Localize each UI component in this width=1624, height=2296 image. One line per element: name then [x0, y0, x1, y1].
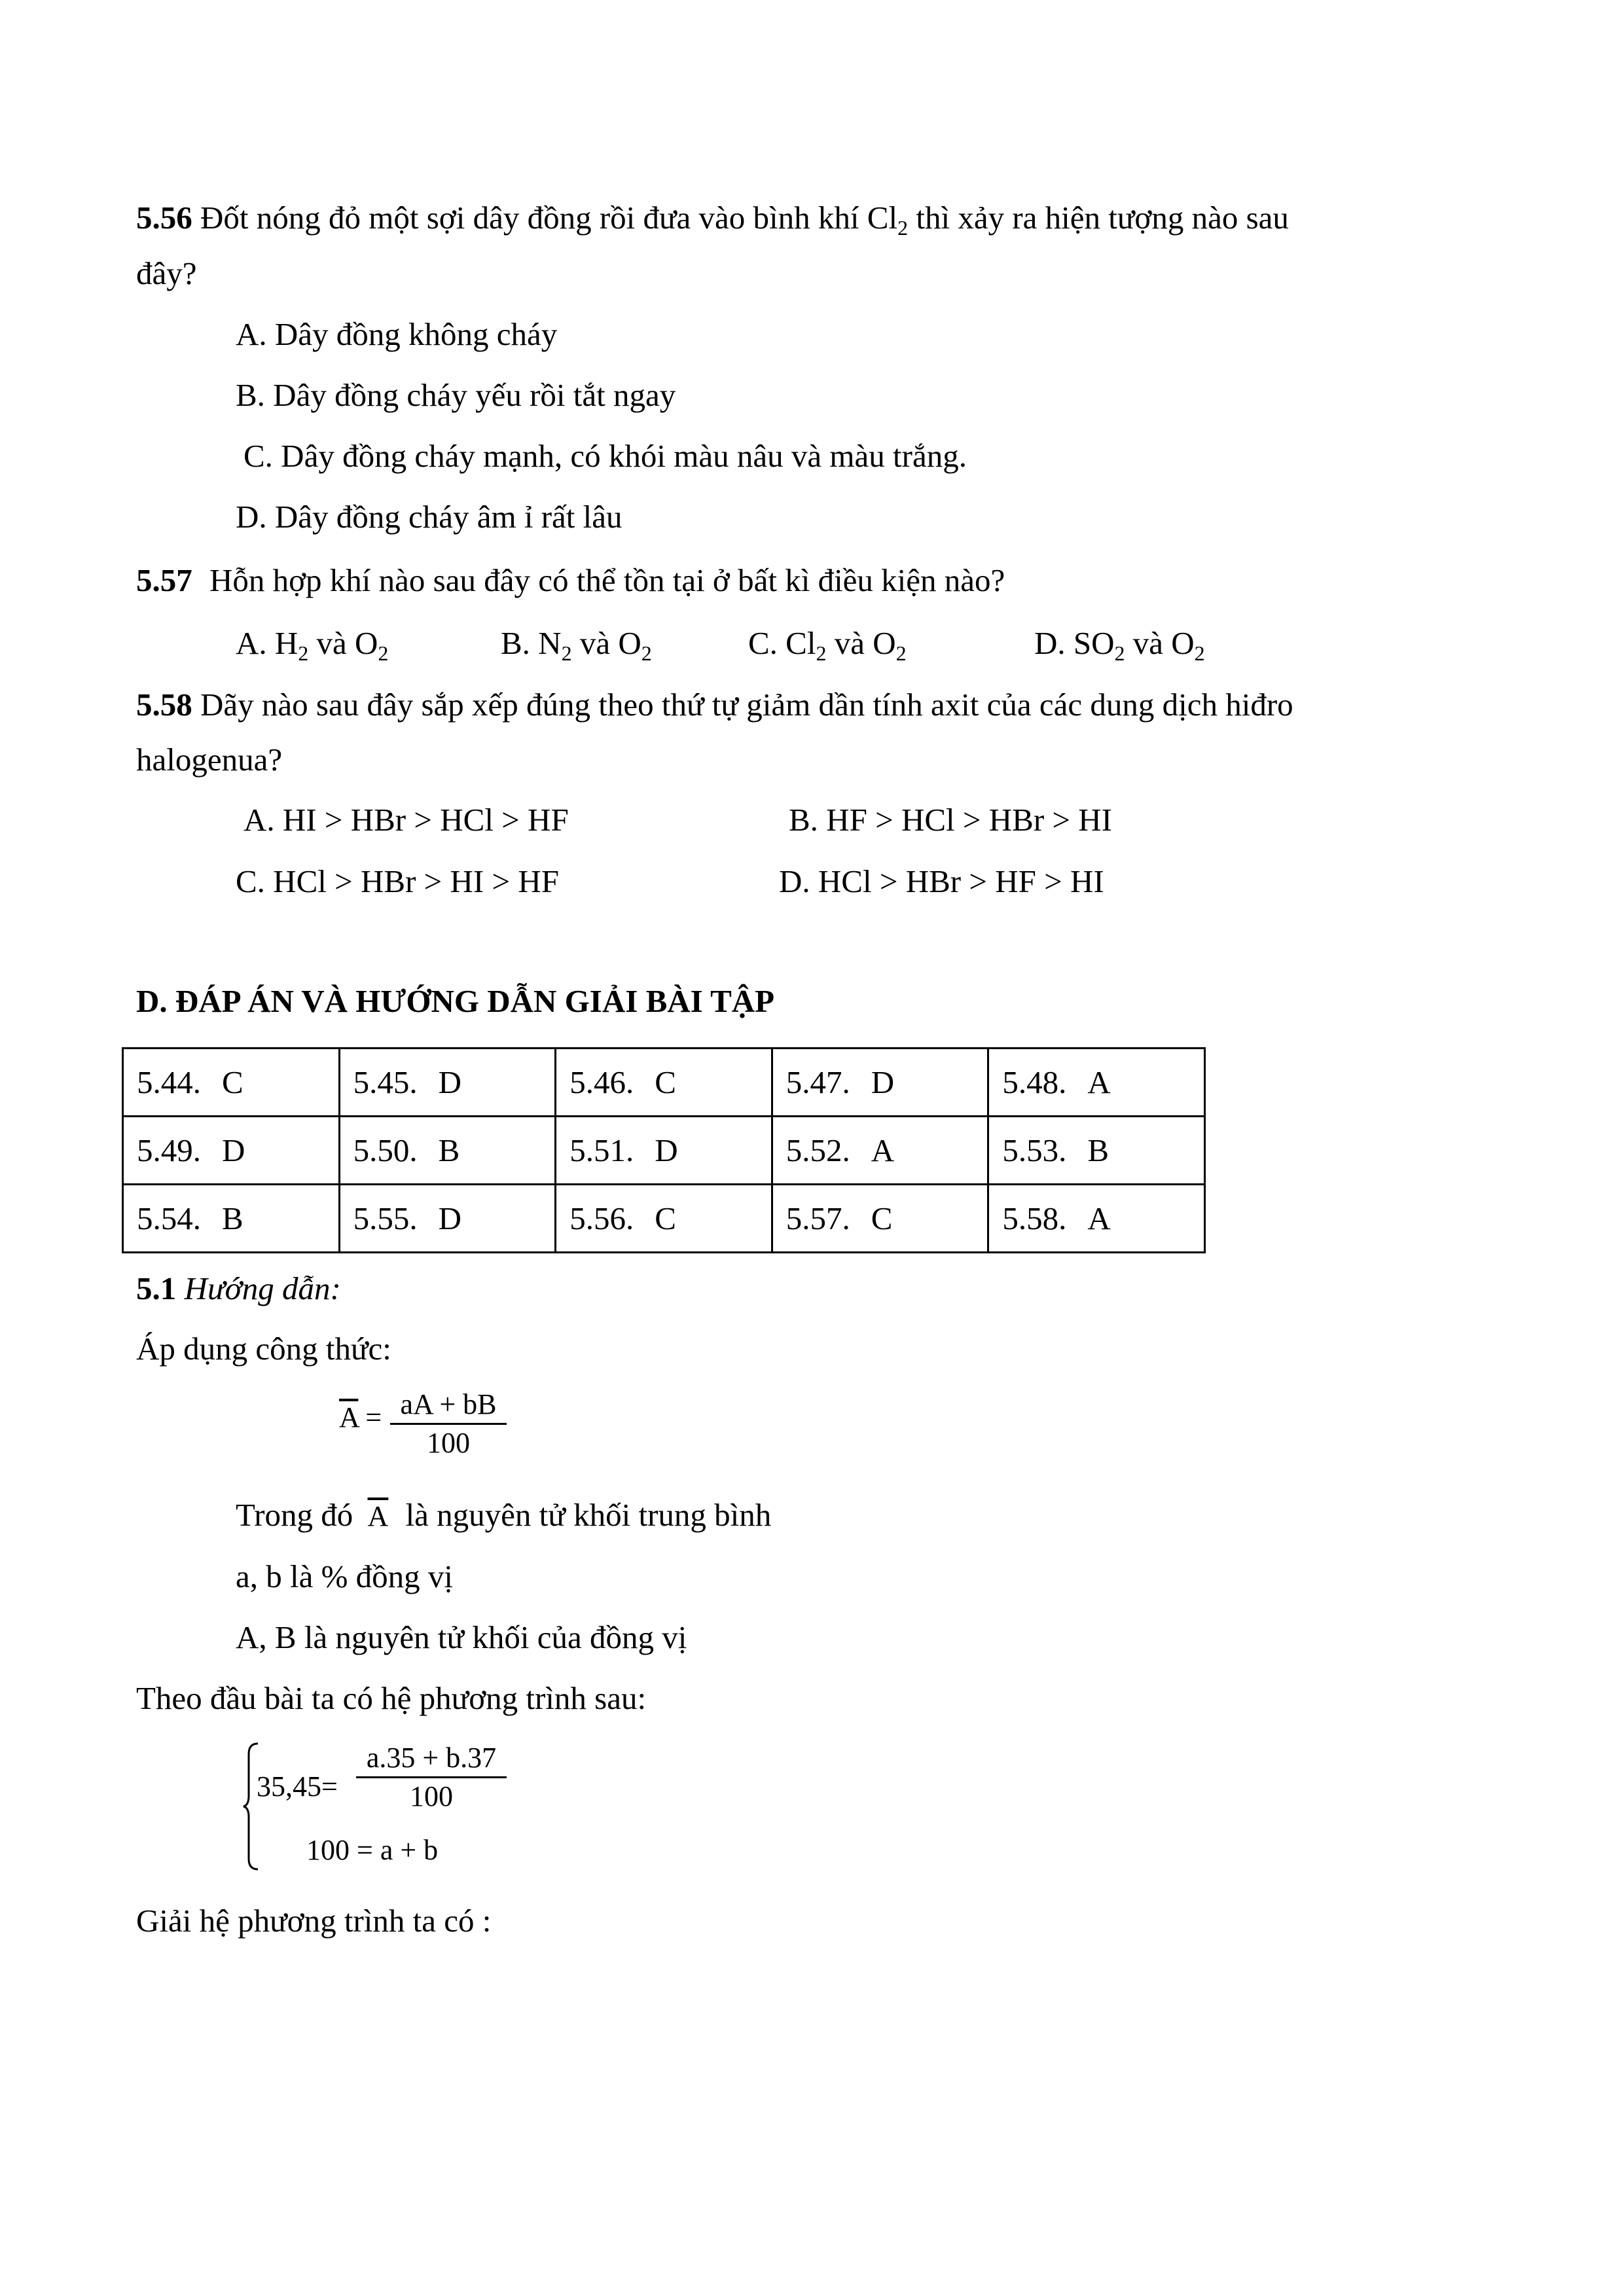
formula-lhs: [339, 1403, 382, 1432]
option-text: A. H: [236, 625, 298, 661]
subscript: 2: [897, 216, 909, 240]
answer-cell: [556, 1117, 772, 1185]
answer-cell: [988, 1049, 1205, 1117]
answer-cell: [123, 1185, 340, 1253]
option-text: C. Cl: [748, 625, 816, 661]
option-c: [748, 625, 907, 665]
option-text: và O: [308, 625, 378, 661]
answer-letter: C: [655, 1064, 676, 1100]
answer-letter: D: [655, 1132, 678, 1168]
answer-cell: [988, 1117, 1205, 1185]
subscript: 2: [298, 641, 309, 665]
answer-question-number: 5.57.: [785, 1200, 850, 1236]
def-ab: a, b là % đồng vị: [236, 1558, 454, 1594]
answer-question-number: 5.44.: [137, 1064, 201, 1100]
answer-question-number: 5.46.: [569, 1064, 634, 1100]
subscript: 2: [641, 641, 652, 665]
system-eq2: 100 = a + b: [306, 1834, 439, 1866]
answer-cell: [339, 1117, 556, 1185]
apply-formula-text: Áp dụng công thức:: [136, 1331, 391, 1367]
option-c: C. Dây đồng cháy mạnh, có khói màu nâu và màu trắng.: [244, 438, 967, 474]
formula-fraction: [390, 1390, 507, 1458]
subscript: 2: [816, 641, 827, 665]
question-number: 5.56: [136, 200, 192, 236]
option-text: và O: [571, 625, 641, 661]
option-text: và O: [826, 625, 896, 661]
guide-number: 5.1: [136, 1270, 177, 1306]
option-text: B. N: [501, 625, 562, 661]
answer-letter: A: [1087, 1064, 1111, 1100]
answer-question-number: 5.45.: [353, 1064, 418, 1100]
option-a: [236, 625, 389, 665]
denominator: 100: [410, 1780, 453, 1812]
question-5-57: [136, 564, 1005, 596]
numerator: a.35 + b.37: [366, 1742, 497, 1774]
system-eq1-lhs: [257, 1772, 338, 1801]
answer-row: [123, 1185, 1205, 1253]
option-b: [501, 625, 652, 665]
option-d: D. HCl > HBr > HF > HI: [779, 863, 1104, 899]
answer-row: [123, 1117, 1205, 1185]
answer-question-number: 5.51.: [569, 1132, 634, 1168]
answer-row: [123, 1049, 1205, 1117]
answer-letter: D: [871, 1064, 895, 1100]
question-text: Dãy nào sau đây sắp xếp đúng theo thứ tự giảm dần tính axit của các dung dịch hiđro: [200, 687, 1293, 723]
option-d: D. Dây đồng cháy âm ỉ rất lâu: [236, 499, 623, 535]
answer-letter: A: [1087, 1200, 1111, 1236]
def-AB: A, B là nguyên tử khối của đồng vị: [236, 1619, 687, 1655]
question-5-58-line2: halogenua?: [136, 742, 283, 778]
equals-sign: =: [365, 1401, 382, 1433]
question-text: Đốt nóng đỏ một sợi dây đồng rồi đưa vào bình khí Cl: [200, 200, 898, 236]
guide-heading: [136, 1272, 341, 1304]
option-b: B. Dây đồng cháy yếu rồi tắt ngay: [236, 377, 676, 413]
system-intro: Theo đầu bài ta có hệ phương trình sau:: [136, 1680, 647, 1716]
question-5-56-line2: đây?: [136, 255, 197, 291]
answer-cell: [772, 1117, 988, 1185]
option-text: và O: [1125, 625, 1195, 661]
question-5-56-line1: [136, 200, 1289, 240]
answer-question-number: 5.49.: [137, 1132, 201, 1168]
answer-letter: B: [1087, 1132, 1110, 1168]
answer-cell: [556, 1185, 772, 1253]
a-bar-symbol: $\overline{A}$: [339, 1401, 359, 1433]
option-text: D. SO: [1034, 625, 1115, 661]
subscript: 2: [378, 641, 389, 665]
answer-letter: D: [438, 1200, 461, 1236]
answer-letter: B: [222, 1200, 244, 1236]
answer-letter: C: [871, 1200, 893, 1236]
answer-question-number: 5.50.: [353, 1132, 418, 1168]
answer-cell: [339, 1185, 556, 1253]
option-b: B. HF > HCl > HBr > HI: [789, 802, 1112, 838]
answer-cell: [123, 1049, 340, 1117]
answer-cell: [772, 1185, 988, 1253]
subscript: 2: [561, 641, 572, 665]
answer-question-number: 5.47.: [785, 1064, 850, 1100]
option-a: A. HI > HBr > HCl > HF: [244, 802, 569, 838]
where-suffix: là nguyên tử khối trung bình: [405, 1497, 772, 1533]
section-title: D. ĐÁP ÁN VÀ HƯỚNG DẪN GIẢI BÀI TẬP: [136, 983, 775, 1019]
answer-question-number: 5.53.: [1002, 1132, 1067, 1168]
guide-label: Hướng dẫn:: [184, 1270, 341, 1306]
question-text: Hỗn hợp khí nào sau đây có thể tồn tại ở bất kì điều kiện nào?: [209, 562, 1005, 598]
answer-question-number: 5.56.: [569, 1200, 634, 1236]
answer-table: [122, 1047, 1206, 1253]
answer-cell: [339, 1049, 556, 1117]
answer-letter: B: [438, 1132, 460, 1168]
answer-cell: [123, 1117, 340, 1185]
answer-cell: [772, 1049, 988, 1117]
answer-question-number: 5.48.: [1002, 1064, 1067, 1100]
brace-icon: [242, 1741, 262, 1872]
numerator: aA + bB: [400, 1388, 497, 1420]
system-eq1-fraction: [356, 1744, 507, 1811]
where-prefix: Trong đó: [236, 1497, 353, 1533]
denominator: 100: [427, 1427, 470, 1459]
answer-cell: [556, 1049, 772, 1117]
question-number: 5.58: [136, 687, 192, 723]
option-a: A. Dây đồng không cháy: [236, 316, 558, 352]
answer-cell: [988, 1185, 1205, 1253]
question-number: 5.57: [136, 562, 192, 598]
where-line: [236, 1499, 771, 1531]
question-5-58-line1: [136, 689, 1293, 721]
eq1-lhs: 35,45: [257, 1770, 321, 1803]
answer-question-number: 5.58.: [1002, 1200, 1067, 1236]
subscript: 2: [1114, 641, 1125, 665]
option-c: C. HCl > HBr > HI > HF: [236, 863, 559, 899]
subscript: 2: [1194, 641, 1205, 665]
subscript: 2: [895, 641, 907, 665]
solve-text: Giải hệ phương trình ta có :: [136, 1903, 492, 1939]
equals-sign: =: [321, 1770, 338, 1803]
question-text: thì xảy ra hiện tượng nào sau: [908, 200, 1289, 236]
answer-letter: D: [438, 1064, 461, 1100]
answer-letter: C: [222, 1064, 244, 1100]
a-bar-symbol: $\overline{A}$: [367, 1500, 389, 1532]
answer-letter: C: [655, 1200, 676, 1236]
answer-question-number: 5.52.: [785, 1132, 850, 1168]
answer-letter: D: [222, 1132, 245, 1168]
answer-question-number: 5.55.: [353, 1200, 418, 1236]
answer-question-number: 5.54.: [137, 1200, 201, 1236]
option-d: [1034, 625, 1205, 665]
answer-letter: A: [871, 1132, 895, 1168]
